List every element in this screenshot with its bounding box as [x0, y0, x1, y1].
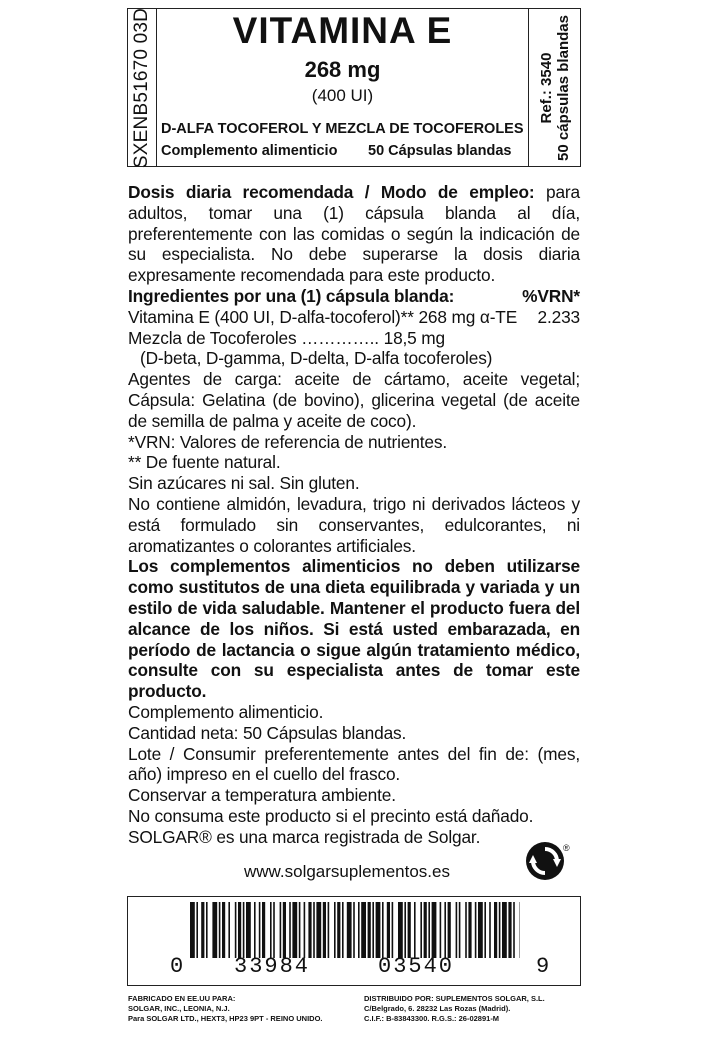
barcode-bar	[408, 902, 411, 958]
barcode-bar	[299, 902, 301, 958]
ingredients-heading: Ingredientes por una (1) cápsula blanda:	[128, 285, 455, 306]
barcode-bar	[235, 902, 237, 958]
distributor-line-3: C.I.F.: B-83843300. R.G.S.: 26-02891-M	[364, 1014, 500, 1023]
manufacturer-line-3: Para SOLGAR LTD., HEXT3, HP23 9PT - REINO UNIDO.	[128, 1014, 323, 1023]
barcode-bar	[243, 902, 245, 958]
barcode-bar	[228, 902, 230, 958]
barcode-bar	[323, 902, 326, 958]
barcode-bar	[502, 902, 507, 958]
side-code: SXENB51670 03D	[130, 7, 152, 168]
barcode-bar	[358, 902, 360, 958]
barcode-bar	[513, 902, 515, 958]
barcode-group-1: 33984	[234, 954, 311, 979]
barcode-bar	[238, 902, 241, 958]
barcode-bar	[292, 902, 297, 958]
free-from-text: No contiene almidón, levadura, trigo ni derivados lácteos y está formulado sin conservantes, edulcorantes, ni aromatizantes o colorantes artificiales.	[128, 493, 580, 556]
ingredient-row-2: Mezcla de Tocoferoles ………….. 18,5 mg	[128, 327, 445, 348]
distributor-line-1: DISTRIBUIDO POR: SUPLEMENTOS SOLGAR, S.L.	[364, 994, 545, 1003]
manufacturer-info	[128, 994, 322, 1024]
barcode-bar	[465, 902, 467, 958]
barcode-left-digit: 0	[170, 954, 184, 979]
barcode-bar	[316, 902, 321, 958]
agents-text: Agentes de carga: aceite de cártamo, aceite vegetal; Cápsula: Gelatina (de bovino), glicerina vegetal (de aceite de semilla de palma y aceite de coco).	[128, 369, 580, 431]
ingredients-header-row	[128, 286, 580, 307]
barcode-bar	[468, 902, 471, 958]
barcode-bar	[308, 902, 311, 958]
barcode-bar	[440, 902, 442, 958]
barcode-bar	[353, 902, 355, 958]
vrn-heading: %VRN*	[522, 285, 580, 306]
product-subtitle: D-ALFA TOCOFEROL Y MEZCLA DE TOCOFEROLES	[161, 121, 524, 137]
info-line-2: Cantidad neta: 50 Cápsulas blandas.	[128, 722, 407, 743]
barcode-bar	[222, 902, 225, 958]
barcode-bar	[289, 902, 291, 958]
warning-text: Los complementos alimenticios no deben utilizarse como sustitutos de una dieta equilibrada y variada y un estilo de vida saludable. Mantener el producto fuera del alcance de los niños. Si está usted embarazada, en período de lactancia o sigue algún tratamiento médico, consulte con su especialista antes de tomar este producto.	[128, 556, 580, 702]
barcode-bar	[190, 902, 195, 958]
barcode-bar	[262, 902, 265, 958]
barcode-bar	[494, 902, 497, 958]
barcode-bar	[219, 902, 221, 958]
label-body	[128, 182, 580, 848]
barcode-group-2: 03540	[378, 954, 455, 979]
ingredient-row	[128, 307, 580, 328]
recycle-icon	[526, 842, 564, 880]
website-url: www.solgarsuplementos.es	[244, 862, 450, 881]
barcode-bar	[270, 902, 272, 958]
barcode-bar	[212, 902, 217, 958]
registered-mark: ®	[563, 843, 570, 853]
barcode-bar	[342, 902, 344, 958]
reference-panel	[528, 8, 581, 167]
barcode-right-digit: 9	[536, 954, 550, 979]
manufacturer-line-1: FABRICADO EN EE.UU PARA:	[128, 994, 236, 1003]
barcode-bar	[246, 902, 251, 958]
product-dose: 268 mg	[304, 57, 381, 82]
ingredient-detail: (D-beta, D-gamma, D-delta, D-alfa tocoferoles)	[140, 348, 493, 369]
barcode-bar	[206, 902, 208, 958]
barcode-bar	[444, 902, 446, 958]
dosage-text: para adultos, tomar una (1) cápsula blanda al día, preferentemente con las comidas o según la indicación de su especialista. No debe superarse la dosis diaria expresamente recomendada para este producto.	[128, 182, 580, 286]
barcode-bar	[382, 902, 384, 958]
barcode-bar	[387, 902, 390, 958]
barcode-bar	[392, 902, 394, 958]
barcode-bar	[280, 902, 282, 958]
barcode-bar	[398, 902, 403, 958]
barcode-bar	[428, 902, 430, 958]
barcode-bar	[337, 902, 340, 958]
barcode-bar	[508, 902, 511, 958]
barcode-bar	[420, 902, 422, 958]
dosage-heading: Dosis diaria recomendada / Modo de empleo:	[128, 182, 535, 202]
product-iu: (400 UI)	[311, 86, 374, 105]
distributor-line-2: C/Belgrado, 6. 28232 Las Rozas (Madrid).	[364, 1004, 511, 1013]
reference-text: Ref.: 3540 50 cápsulas blandas	[538, 14, 572, 161]
info-line-1: Complemento alimenticio.	[128, 701, 324, 722]
barcode-bar	[499, 902, 501, 958]
barcode-bar	[424, 902, 427, 958]
barcode-bar	[254, 902, 256, 958]
barcode-bar	[459, 902, 461, 958]
barcode-bar	[347, 902, 352, 958]
barcode-bar	[304, 902, 306, 958]
barcode-bar	[478, 902, 483, 958]
barcode-bar	[448, 902, 451, 958]
product-title: VITAMINA E	[232, 10, 453, 51]
product-type: Complemento alimenticio	[161, 143, 338, 159]
barcode-bar	[368, 902, 371, 958]
barcode-bar	[489, 902, 491, 958]
ingredient-vrn: 2.233	[537, 306, 580, 327]
barcode-bar	[372, 902, 374, 958]
barcode-bar	[259, 902, 261, 958]
barcode-bar	[273, 902, 275, 958]
info-line-6: SOLGAR® es una marca registrada de Solgar.	[128, 826, 481, 847]
side-code-panel	[127, 8, 157, 167]
barcode-bar	[328, 902, 330, 958]
barcode-bar	[196, 902, 198, 958]
info-line-4: Conservar a temperatura ambiente.	[128, 785, 396, 806]
barcode-bar	[484, 902, 486, 958]
barcode-bar	[283, 902, 286, 958]
barcode-bar	[361, 902, 366, 958]
ingredient-name: Vitamina E (400 UI, D-alfa-tocoferol)** 268 mg α-TE	[128, 306, 518, 327]
barcode-bar	[201, 902, 204, 958]
sugar-note: Sin azúcares ni sal. Sin gluten.	[128, 473, 360, 494]
natural-note: ** De fuente natural.	[128, 452, 281, 473]
product-count: 50 Cápsulas blandas	[368, 143, 512, 159]
barcode-bar	[475, 902, 477, 958]
barcode-bar	[456, 902, 458, 958]
barcode-bar	[334, 902, 336, 958]
info-line-3: Lote / Consumir preferentemente antes del fin de: (mes, año) impreso en el cuello del frasco.	[128, 743, 580, 785]
barcode-bar	[414, 902, 416, 958]
barcode-bar	[404, 902, 406, 958]
info-line-5: No consuma este producto si el precinto está dañado.	[128, 805, 534, 826]
barcode-bars	[190, 902, 520, 958]
barcode-bar	[313, 902, 315, 958]
manufacturer-line-2: SOLGAR, INC., LEONIA, N.J.	[128, 1004, 230, 1013]
dosage-paragraph	[128, 182, 580, 286]
distributor-info	[364, 994, 545, 1024]
vrn-note: *VRN: Valores de referencia de nutrientes.	[128, 431, 448, 452]
barcode-bar	[432, 902, 437, 958]
barcode-bar	[376, 902, 381, 958]
